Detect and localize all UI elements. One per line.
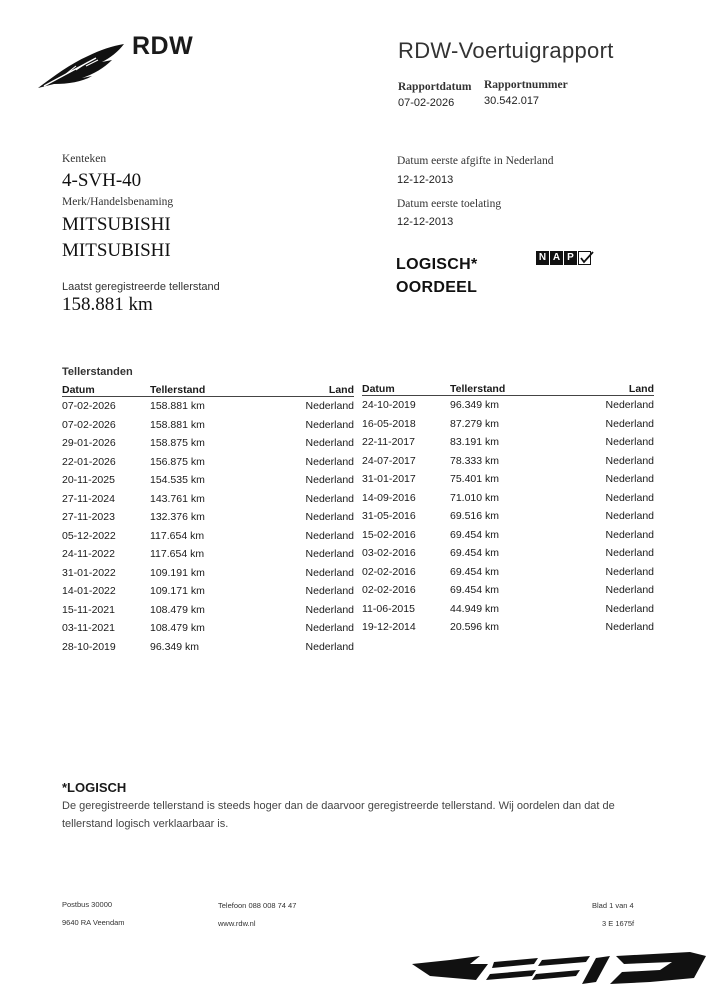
cell-land: Nederland: [305, 566, 354, 579]
readings-table-left: [62, 380, 354, 656]
cell-land: Nederland: [305, 548, 354, 561]
table-row: [62, 582, 354, 601]
cell-km: 78.333 km: [450, 454, 500, 467]
cell-km: 69.516 km: [450, 510, 500, 523]
col-land: Land: [232, 380, 354, 397]
cell-date: 15-11-2021: [62, 603, 115, 616]
table-row: [62, 545, 354, 564]
cell-date: 14-09-2016: [362, 491, 416, 504]
cell-km: 117.654 km: [150, 548, 205, 561]
cell-land: Nederland: [305, 474, 354, 487]
cell-date: 24-10-2019: [362, 399, 416, 412]
footer-code: 3 E 1675f: [602, 919, 635, 928]
cell-land: Nederland: [305, 622, 354, 635]
table-row: [362, 452, 654, 471]
cell-date: 20-11-2025: [62, 474, 115, 487]
cell-land: Nederland: [605, 436, 654, 449]
report-title: RDW-Voertuigrapport: [398, 38, 614, 63]
cell-date: 28-10-2019: [62, 640, 116, 653]
report-number: 30.542.017: [484, 95, 540, 107]
cell-land: Nederland: [305, 455, 354, 468]
nap-letter-n: N: [536, 251, 549, 265]
cell-date: 03-02-2016: [362, 547, 416, 560]
verdict-logisch: LOGISCH*: [396, 256, 478, 273]
col-date: Datum: [362, 379, 450, 396]
table-row: [362, 507, 654, 526]
first-issue-nl-label: Datum eerste afgifte in Nederland: [397, 155, 554, 167]
odometer-label: Laatst geregistreerde tellerstand: [62, 281, 220, 293]
report-date: 07-02-2026: [398, 97, 455, 109]
footer-page: Blad 1 van 4: [592, 901, 634, 910]
col-date: Datum: [62, 380, 150, 397]
cell-km: 96.349 km: [150, 640, 200, 653]
table-row: [362, 563, 654, 582]
cell-land: Nederland: [605, 528, 654, 541]
checkmark-icon: [578, 251, 594, 265]
cell-km: 44.949 km: [450, 602, 500, 615]
col-km: Tellerstand: [450, 379, 532, 396]
table-row: [362, 581, 654, 600]
cell-land: Nederland: [305, 640, 354, 653]
cell-land: Nederland: [605, 491, 654, 504]
footer-web: www.rdw.nl: [218, 919, 256, 928]
cell-km: 20.596 km: [450, 621, 500, 634]
cell-km: 87.279 km: [450, 417, 500, 430]
table-row: [362, 600, 654, 619]
cell-date: 02-02-2016: [362, 565, 416, 578]
table-row: [362, 544, 654, 563]
col-km: Tellerstand: [150, 380, 232, 397]
trade-name: MITSUBISHI: [62, 240, 171, 261]
cell-land: Nederland: [605, 584, 654, 597]
cell-date: 15-02-2016: [362, 528, 416, 541]
table-row: [362, 470, 654, 489]
cell-date: 16-05-2018: [362, 417, 416, 430]
cell-km: 158.881 km: [150, 418, 205, 431]
cell-km: 156.875 km: [150, 455, 205, 468]
cell-land: Nederland: [605, 510, 654, 523]
cell-date: 31-05-2016: [362, 510, 416, 523]
cell-date: 22-11-2017: [362, 436, 415, 449]
last-odometer: 158.881 km: [62, 294, 153, 315]
table-row: [62, 638, 354, 657]
table-row: [62, 508, 354, 527]
cell-land: Nederland: [605, 621, 654, 634]
cell-land: Nederland: [605, 565, 654, 578]
cell-date: 19-12-2014: [362, 621, 416, 634]
table-row: [62, 397, 354, 416]
brand-name: RDW: [132, 32, 194, 60]
cell-land: Nederland: [605, 602, 654, 615]
table-row: [362, 433, 654, 452]
cell-date: 27-11-2024: [62, 492, 115, 505]
cell-land: Nederland: [605, 454, 654, 467]
cell-km: 117.654 km: [150, 529, 205, 542]
cell-km: 69.454 km: [450, 528, 500, 541]
nap-badge: [536, 251, 594, 265]
cell-km: 83.191 km: [450, 436, 500, 449]
cell-date: 07-02-2026: [62, 418, 116, 431]
cell-land: Nederland: [605, 417, 654, 430]
make: MITSUBISHI: [62, 214, 171, 235]
cell-km: 108.479 km: [150, 603, 205, 616]
nap-letter-a: A: [550, 251, 563, 265]
cell-km: 132.376 km: [150, 511, 205, 524]
license-plate: 4-SVH-40: [62, 170, 142, 191]
report-number-label: Rapportnummer: [484, 79, 568, 91]
cell-land: Nederland: [305, 529, 354, 542]
cell-date: 07-02-2026: [62, 400, 116, 413]
cell-date: 31-01-2022: [62, 566, 116, 579]
cell-land: Nederland: [305, 400, 354, 413]
report-date-label: Rapportdatum: [398, 81, 472, 93]
cell-date: 03-11-2021: [62, 622, 115, 635]
cell-land: Nederland: [305, 511, 354, 524]
readings-section-title: Tellerstanden: [62, 366, 133, 378]
cell-km: 109.171 km: [150, 585, 205, 598]
table-row: [62, 564, 354, 583]
cell-km: 96.349 km: [450, 399, 500, 412]
readings-table-right: [362, 379, 654, 637]
footer-city: 9640 RA Veendam: [62, 918, 125, 927]
nap-letter-p: P: [564, 251, 577, 265]
col-land: Land: [532, 379, 654, 396]
cell-land: Nederland: [605, 399, 654, 412]
cell-land: Nederland: [305, 492, 354, 505]
footnote-text: De geregistreerde tellerstand is steeds hoger dan de daarvoor geregistreerde tellerstand. Wij oordelen dan dat de tellerstand logisch verklaarbaar is.: [62, 800, 615, 830]
table-row: [62, 453, 354, 472]
cell-date: 29-01-2026: [62, 437, 116, 450]
table-row: [62, 416, 354, 435]
cell-date: 31-01-2017: [362, 473, 416, 486]
cell-km: 158.875 km: [150, 437, 205, 450]
cell-date: 11-06-2015: [362, 602, 415, 615]
verdict-oordeel: OORDEEL: [396, 279, 478, 296]
cell-land: Nederland: [305, 418, 354, 431]
footnote-title: *LOGISCH: [62, 780, 127, 795]
table-row: [62, 619, 354, 638]
table-row: [362, 489, 654, 508]
cell-land: Nederland: [605, 473, 654, 486]
cell-date: 05-12-2022: [62, 529, 116, 542]
cell-date: 24-07-2017: [362, 454, 416, 467]
first-issue-nl-date: 12-12-2013: [397, 174, 454, 186]
first-admission-date: 12-12-2013: [397, 216, 454, 228]
table-row: [362, 396, 654, 415]
cell-date: 14-01-2022: [62, 585, 116, 598]
cell-km: 69.454 km: [450, 565, 500, 578]
cell-date: 27-11-2023: [62, 511, 115, 524]
table-row: [62, 527, 354, 546]
table-row: [62, 471, 354, 490]
cell-land: Nederland: [305, 585, 354, 598]
cell-km: 75.401 km: [450, 473, 500, 486]
table-row: [362, 415, 654, 434]
table-row: [62, 490, 354, 509]
plate-label: Kenteken: [62, 153, 107, 165]
first-admission-label: Datum eerste toelating: [397, 198, 502, 210]
cell-date: 22-01-2026: [62, 455, 116, 468]
cell-land: Nederland: [305, 603, 354, 616]
table-row: [62, 434, 354, 453]
cell-land: Nederland: [605, 547, 654, 560]
make-label: Merk/Handelsbenaming: [62, 196, 174, 208]
footer-phone: Telefoon 088 008 74 47: [218, 901, 297, 910]
footer-postbus: Postbus 30000: [62, 900, 113, 909]
cell-date: 24-11-2022: [62, 548, 115, 561]
rdw-stripe-graphic: [410, 950, 710, 990]
cell-km: 108.479 km: [150, 622, 205, 635]
cell-km: 109.191 km: [150, 566, 205, 579]
cell-land: Nederland: [305, 437, 354, 450]
cell-km: 71.010 km: [450, 491, 500, 504]
cell-date: 02-02-2016: [362, 584, 416, 597]
table-row: [62, 601, 354, 620]
cell-km: 154.535 km: [150, 474, 205, 487]
cell-km: 143.761 km: [150, 492, 205, 505]
table-row: [362, 618, 654, 637]
rdw-feather-logo: [36, 40, 126, 90]
cell-km: 158.881 km: [150, 400, 205, 413]
cell-km: 69.454 km: [450, 547, 500, 560]
table-row: [362, 526, 654, 545]
cell-km: 69.454 km: [450, 584, 500, 597]
